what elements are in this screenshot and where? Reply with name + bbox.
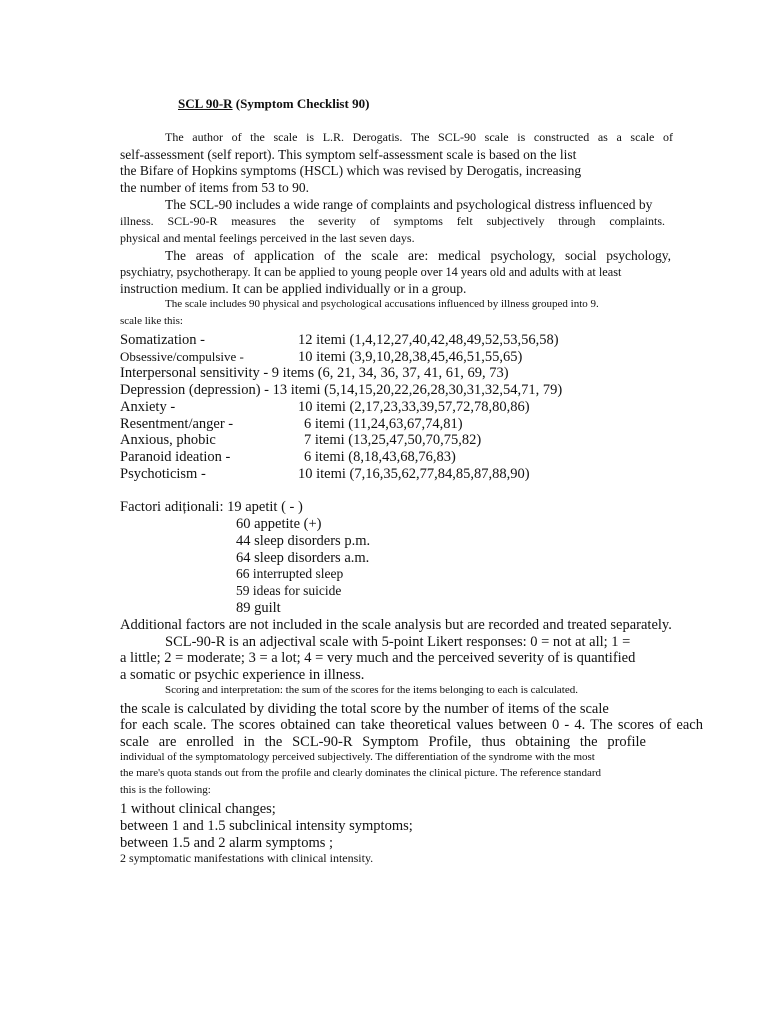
scale-items: 10 itemi (3,9,10,28,38,45,46,51,55,65)	[298, 349, 523, 365]
document-page	[120, 0, 705, 1024]
p6-line-2: a little; 2 = moderate; 3 = a lot; 4 = very much and the perceived severity of is quantified	[120, 650, 636, 666]
p1-line-4: the number of items from 53 to 90.	[120, 180, 309, 195]
additional-item: 66 interrupted sleep	[236, 566, 344, 581]
p7-line-2: the scale is calculated by dividing the total score by the number of items of the scale	[120, 701, 609, 717]
scale-name: Psychoticism -	[120, 466, 206, 482]
scale-row	[120, 383, 705, 399]
p6-line-1: SCL-90-R is an adjectival scale with 5-point Likert responses: 0 = not at all; 1 =	[165, 634, 631, 650]
title-rest: (Symptom Checklist 90)	[232, 96, 370, 111]
p5-line-1: Additional factors are not included in the scale analysis but are recorded and treated separately.	[120, 617, 672, 633]
criteria-item: between 1 and 1.5 subclinical intensity symptoms;	[120, 818, 413, 834]
scale-row	[120, 350, 705, 366]
criteria-item: between 1.5 and 2 alarm symptoms ;	[120, 835, 334, 851]
scale-name: Obsessive/compulsive -	[120, 349, 244, 364]
title-code: SCL 90-R	[178, 96, 233, 111]
additional-item: 59 ideas for suicide	[236, 583, 342, 598]
scale-items: 10 itemi (7,16,35,62,77,84,85,87,88,90)	[298, 466, 530, 482]
criteria-item: 2 symptomatic manifestations with clinical intensity.	[120, 851, 374, 865]
p4-line-2: scale like this:	[120, 315, 183, 327]
p7-line-1: Scoring and interpretation: the sum of the scores for the items belonging to each is calculated.	[165, 684, 578, 696]
p6-line-3: a somatic or psychic experience in illness.	[120, 667, 365, 683]
scale-row	[120, 467, 705, 483]
p7-line-5: individual of the symptomatology perceived subjectively. The differentiation of the syndrome with the most	[120, 751, 595, 763]
p2-line-2: illness. SCL-90-R measures the severity of symptoms felt subjectively through complaints.	[120, 214, 665, 228]
p7-line-7: this is the following:	[120, 784, 211, 796]
p7-line-6: the mare's quota stands out from the profile and clearly dominates the clinical picture. The reference standard	[120, 767, 602, 779]
scale-row	[120, 400, 705, 416]
scale-items: 12 itemi (1,4,12,27,40,42,48,49,52,53,56,58)	[298, 332, 559, 348]
p2-line-1: The SCL-90 includes a wide range of complaints and psychological distress influenced by	[165, 197, 653, 212]
scale-name: Interpersonal sensitivity - 9 items (6, 21, 34, 36, 37, 41, 61, 69, 73)	[120, 365, 509, 381]
p4-line-1: The scale includes 90 physical and psychological accusations influenced by illness grouped into 9.	[165, 298, 599, 310]
p7-line-3: for each scale. The scores obtained can take theoretical values between 0 - 4. The scores of each	[120, 717, 703, 733]
p3-line-2: psychiatry, psychotherapy. It can be applied to young people over 14 years old and adults with at least	[120, 265, 622, 279]
scale-name: Resentment/anger -	[120, 416, 234, 432]
p2-line-3: physical and mental feelings perceived in the last seven days.	[120, 231, 415, 245]
scale-name: Anxious, phobic	[120, 432, 216, 448]
scale-items: 6 itemi (8,18,43,68,76,83)	[304, 449, 456, 465]
p7-line-4: scale are enrolled in the SCL-90-R Symptom Profile, thus obtaining the profile	[120, 734, 646, 750]
document-title	[178, 97, 369, 110]
additional-heading: Factori adiționali: 19 apetit ( - )	[120, 499, 303, 515]
additional-item: 44 sleep disorders p.m.	[236, 533, 371, 549]
p1-line-3: the Bifare of Hopkins symptoms (HSCL) which was revised by Derogatis, increasing	[120, 163, 582, 178]
scale-name: Anxiety -	[120, 399, 176, 415]
p1-line-2: self-assessment (self report). This symptom self-assessment scale is based on the list	[120, 147, 577, 162]
scale-items: 6 itemi (11,24,63,67,74,81)	[304, 416, 463, 432]
additional-item: 89 guilt	[236, 600, 281, 616]
scale-items: 10 itemi (2,17,23,33,39,57,72,78,80,86)	[298, 399, 530, 415]
additional-item: 60 appetite (+)	[236, 516, 322, 532]
scale-name: Depression (depression) - 13 itemi (5,14,15,20,22,26,28,30,31,32,54,71, 79)	[120, 382, 563, 398]
scale-row	[120, 417, 705, 433]
scale-row	[120, 450, 705, 466]
p3-line-3: instruction medium. It can be applied individually or in a group.	[120, 281, 467, 296]
p1-line-1: The author of the scale is L.R. Derogatis. The SCL-90 scale is constructed as a scale of	[165, 130, 673, 144]
criteria-item: 1 without clinical changes;	[120, 801, 276, 817]
scale-name: Paranoid ideation -	[120, 449, 231, 465]
scale-row	[120, 433, 705, 449]
scale-name: Somatization -	[120, 332, 205, 348]
scale-row	[120, 333, 705, 349]
p3-line-1: The areas of application of the scale are: medical psychology, social psychology,	[165, 248, 671, 263]
additional-item: 64 sleep disorders a.m.	[236, 550, 370, 566]
scale-items: 7 itemi (13,25,47,50,70,75,82)	[304, 432, 482, 448]
scale-row	[120, 366, 705, 382]
